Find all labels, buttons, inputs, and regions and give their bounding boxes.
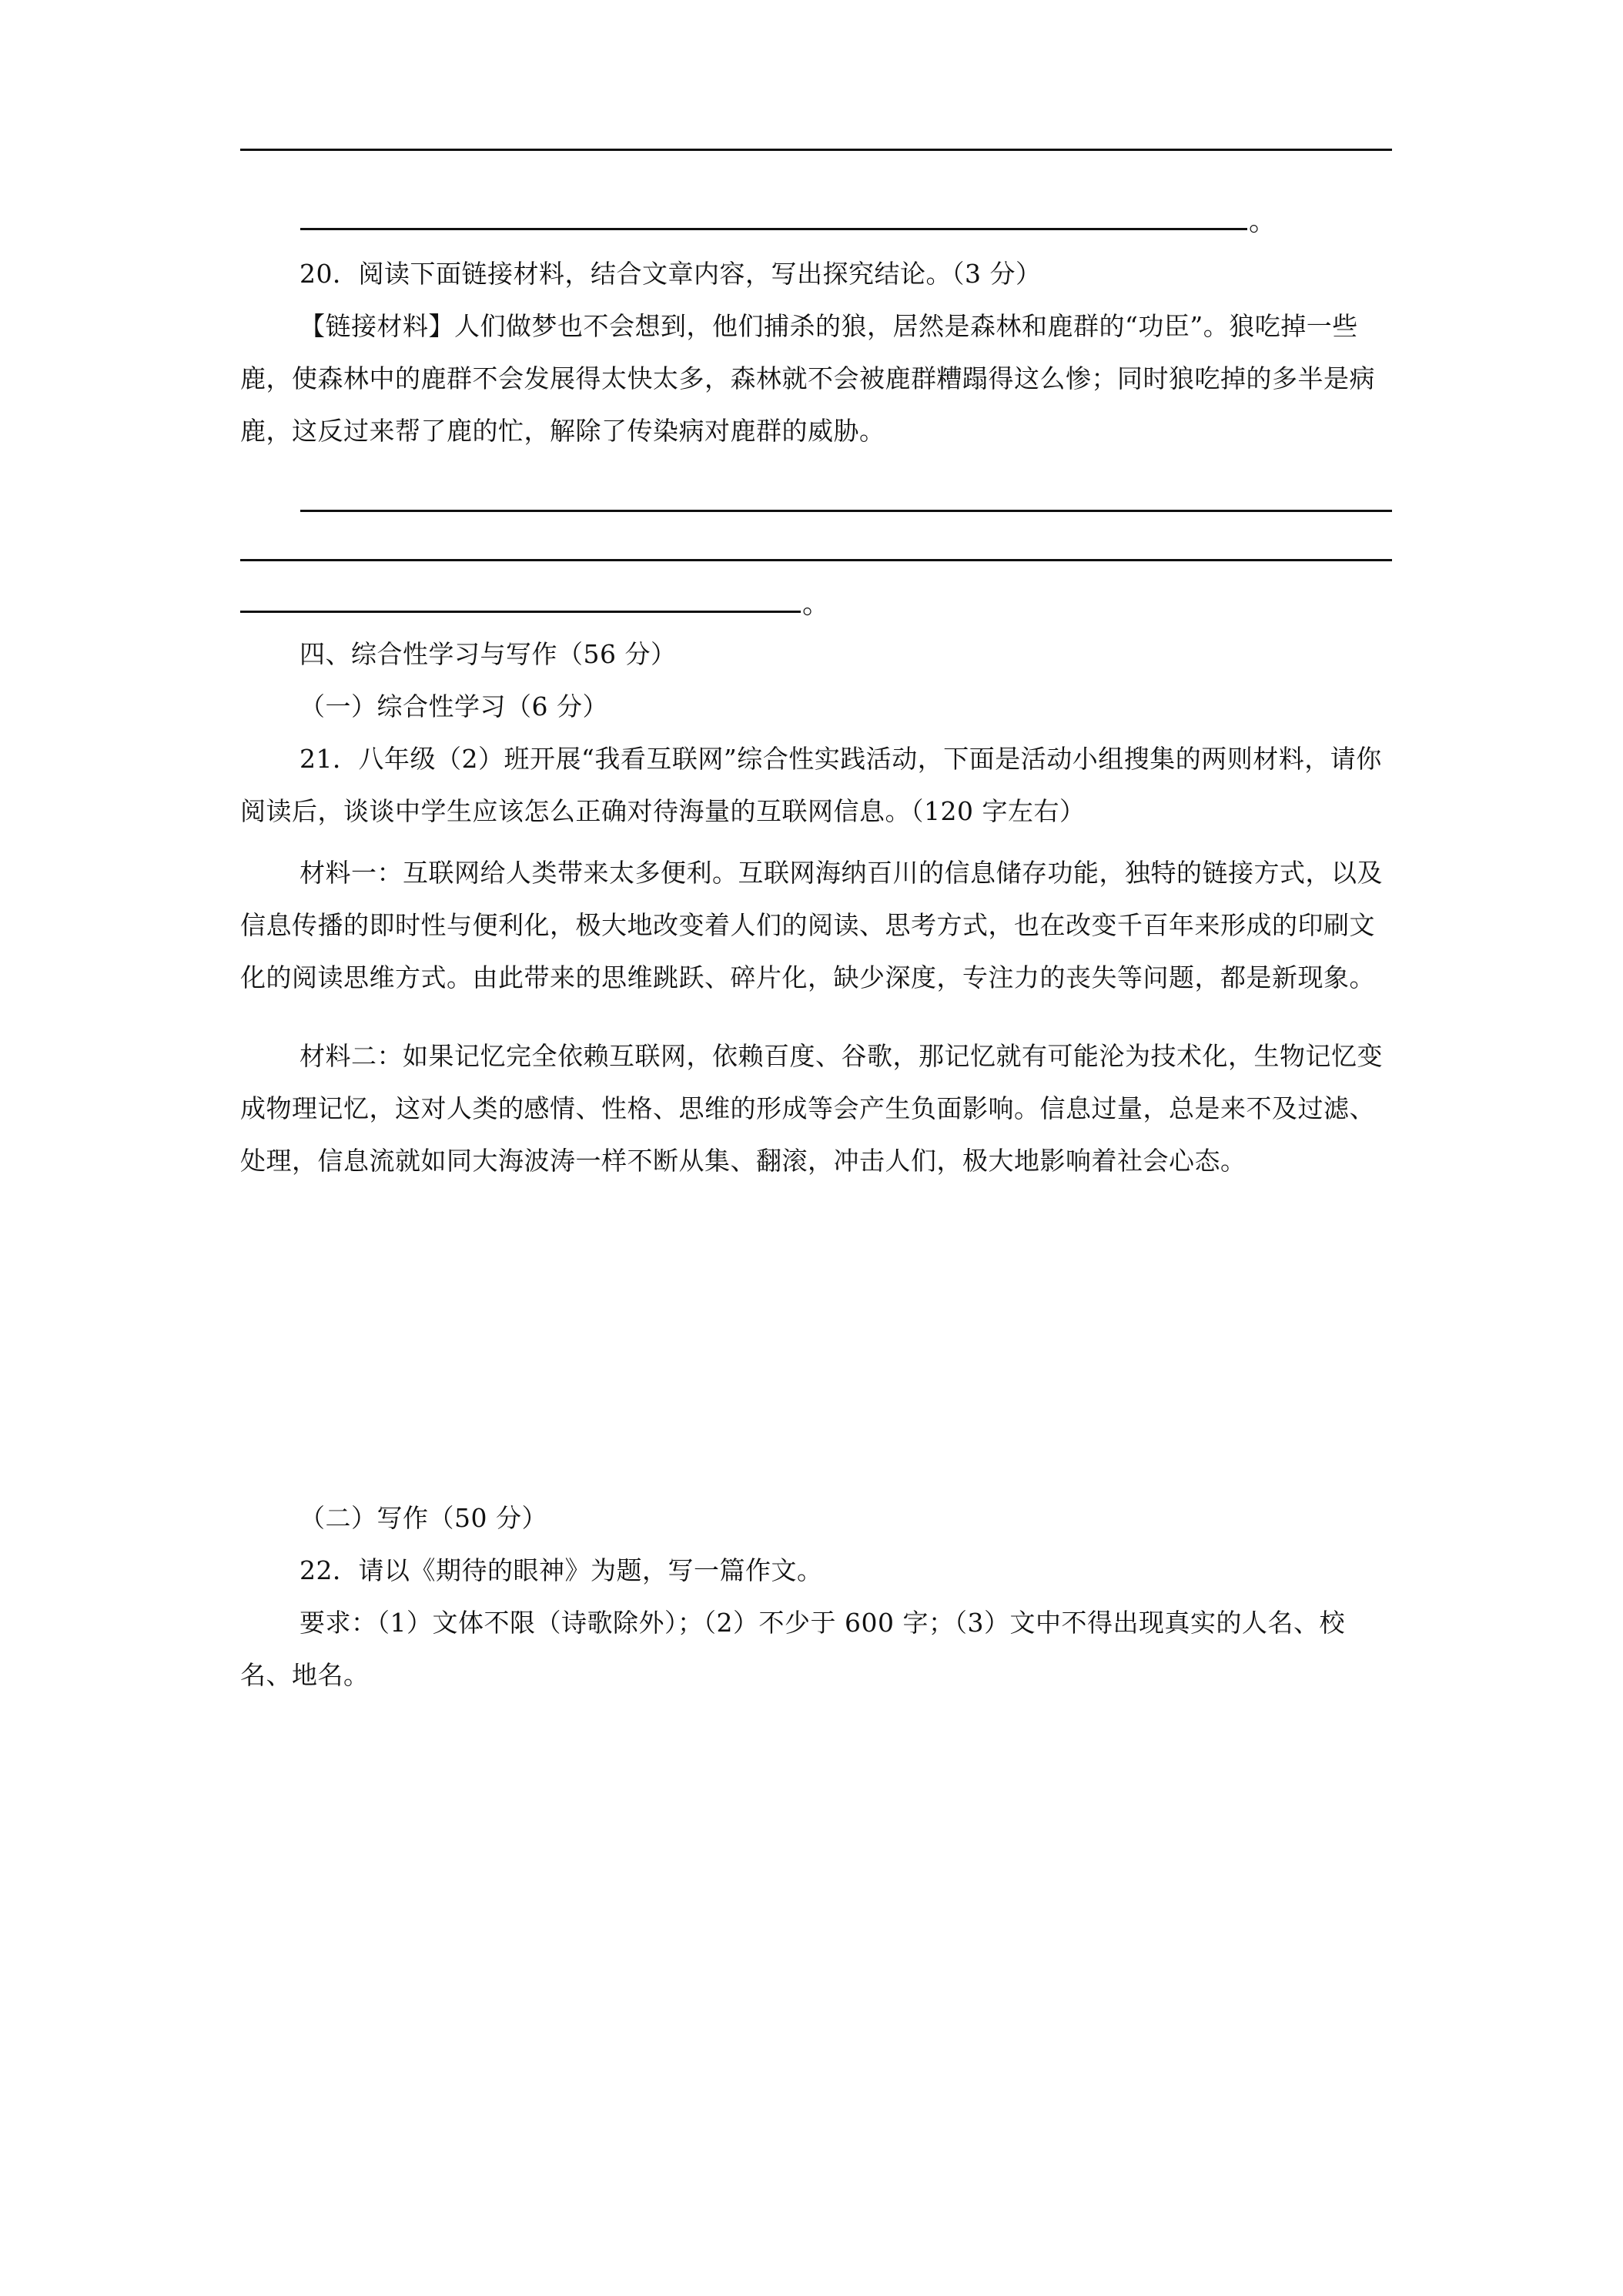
q22-requirements: 要求：（1）文体不限（诗歌除外）；（2）不少于 600 字；（3）文中不得出现真实的人名、校名、地名。 xyxy=(240,1608,1345,1690)
part-heading-writing: （二）写作（50 分） xyxy=(300,1503,547,1533)
q20-answer-period: 。 xyxy=(802,588,831,620)
answer-period: 。 xyxy=(1249,206,1277,237)
q21-material-1: 材料一：互联网给人类带来太多便利。互联网海纳百川的信息储存功能，独特的链接方式，以及信息传播的即时性与便利化，极大地改变着人们的阅读、思考方式，也在改变千百年来形成的印刷文化的阅读思维方式。由此带来的思维跳跃、碎片化，缺少深度，专注力的丧失等问题，都是新现象。 xyxy=(240,858,1383,992)
part-heading-comprehensive-study: （一）综合性学习（6 分） xyxy=(300,691,608,721)
q20-prompt: 20．阅读下面链接材料，结合文章内容，写出探究结论。（3 分） xyxy=(300,259,1042,289)
q20-link-material: 【链接材料】人们做梦也不会想到，他们捕杀的狼，居然是森林和鹿群的“功臣”。狼吃掉一些鹿，使森林中的鹿群不会发展得太快太多，森林就不会被鹿群糟蹋得这么惨；同时狼吃掉的多半是病鹿，这反过来帮了鹿的忙，解除了传染病对鹿群的威胁。 xyxy=(240,311,1375,446)
q20-answer-line[interactable] xyxy=(240,559,1392,561)
answer-line[interactable] xyxy=(300,228,1247,230)
section-heading: 四、综合性学习与写作（56 分） xyxy=(300,639,677,669)
q22-prompt: 22．请以《期待的眼神》为题，写一篇作文。 xyxy=(300,1555,823,1585)
q21-material-2: 材料二：如果记忆完全依赖互联网，依赖百度、谷歌，那记忆就有可能沦为技术化，生物记忆变成物理记忆，这对人类的感情、性格、思维的形成等会产生负面影响。信息过量，总是来不及过滤、处理，信息流就如同大海波涛一样不断从集、翻滚，冲击人们，极大地影响着社会心态。 xyxy=(240,1041,1383,1176)
q20-answer-line[interactable] xyxy=(240,611,801,613)
q21-prompt: 21．八年级（2）班开展“我看互联网”综合性实践活动，下面是活动小组搜集的两则材料，请你阅读后，谈谈中学生应该怎么正确对待海量的互联网信息。（120 字左右） xyxy=(240,744,1382,826)
q20-answer-line[interactable] xyxy=(300,510,1392,512)
answer-line[interactable] xyxy=(240,149,1392,151)
